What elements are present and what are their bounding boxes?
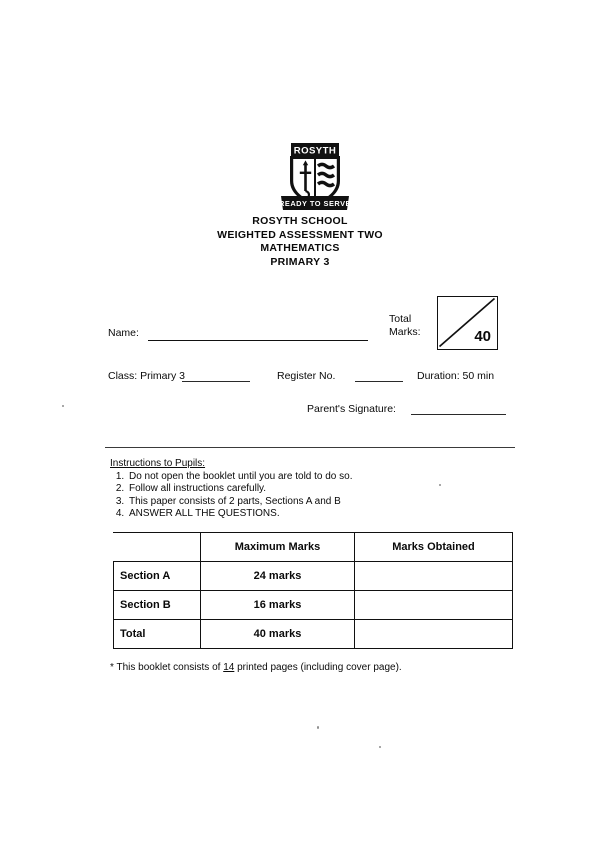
row-maximum-marks-section-a: 24 marks <box>201 562 355 591</box>
booklet-pages-note <box>110 662 402 673</box>
class-input-line[interactable] <box>182 381 250 382</box>
row-marks-obtained-section-b[interactable] <box>355 591 513 620</box>
parent-signature-label: Parent's Signature: <box>307 403 396 415</box>
row-marks-obtained-total[interactable] <box>355 620 513 649</box>
heading-line-level: PRIMARY 3 <box>270 255 330 268</box>
school-crest-icon <box>277 141 353 213</box>
class-label: Class: Primary 3 <box>108 370 186 382</box>
row-maximum-marks-total: 40 marks <box>201 620 355 649</box>
table-row <box>114 620 513 649</box>
svg-text:READY TO SERVE: READY TO SERVE <box>279 199 351 209</box>
instructions-title: Instructions to Pupils: <box>110 458 206 469</box>
row-label-section-a: Section A <box>114 562 201 591</box>
instruction-item: 1. Do not open the booklet until you are told to do so. <box>127 471 353 484</box>
scan-speck <box>317 726 319 729</box>
instruction-item: 4. ANSWER ALL THE QUESTIONS. <box>127 508 353 521</box>
row-marks-obtained-section-a[interactable] <box>355 562 513 591</box>
row-maximum-marks-section-b: 16 marks <box>201 591 355 620</box>
duration-label: Duration: 50 min <box>417 370 495 382</box>
register-number-label: Register No. <box>277 370 336 382</box>
svg-text:ROSYTH: ROSYTH <box>293 145 337 157</box>
name-input-line[interactable] <box>148 340 368 341</box>
row-label-total: Total <box>114 620 201 649</box>
instruction-item: 2. Follow all instructions carefully. <box>127 483 353 496</box>
page-title <box>0 215 600 269</box>
scan-speck <box>379 746 381 748</box>
total-marks-box <box>437 296 498 350</box>
footnote-suffix: printed pages (including cover page). <box>237 662 402 673</box>
heading-line-assessment: WEIGHTED ASSESSMENT TWO <box>217 228 383 241</box>
footnote-prefix: * This booklet consists of <box>110 662 221 673</box>
heading-line-subject: MATHEMATICS <box>260 242 340 254</box>
instructions-list <box>110 471 353 521</box>
row-label-section-b: Section B <box>114 591 201 620</box>
horizontal-divider <box>105 447 515 448</box>
table-header-maximum-marks: Maximum Marks <box>201 533 355 562</box>
heading-line-school: ROSYTH SCHOOL <box>252 215 348 227</box>
table-header-row <box>114 533 513 562</box>
table-header-marks-obtained: Marks Obtained <box>355 533 513 562</box>
table-row <box>114 562 513 591</box>
scan-speck <box>62 405 64 407</box>
total-marks-label-line1: Total <box>389 313 412 325</box>
footnote-page-count: 14 <box>223 662 235 673</box>
table-row <box>114 591 513 620</box>
scan-speck <box>439 484 441 486</box>
register-number-input-line[interactable] <box>355 381 403 382</box>
parent-signature-input-line[interactable] <box>411 414 506 415</box>
instructions-block <box>110 458 353 521</box>
marks-summary-table <box>113 532 513 649</box>
total-marks-label <box>389 313 421 339</box>
total-marks-value: 40 <box>474 328 491 345</box>
instruction-item: 3. This paper consists of 2 parts, Sections A and B <box>127 496 353 509</box>
total-marks-label-line2: Marks: <box>389 326 421 338</box>
name-label: Name: <box>108 327 139 339</box>
table-header-blank <box>114 533 201 562</box>
